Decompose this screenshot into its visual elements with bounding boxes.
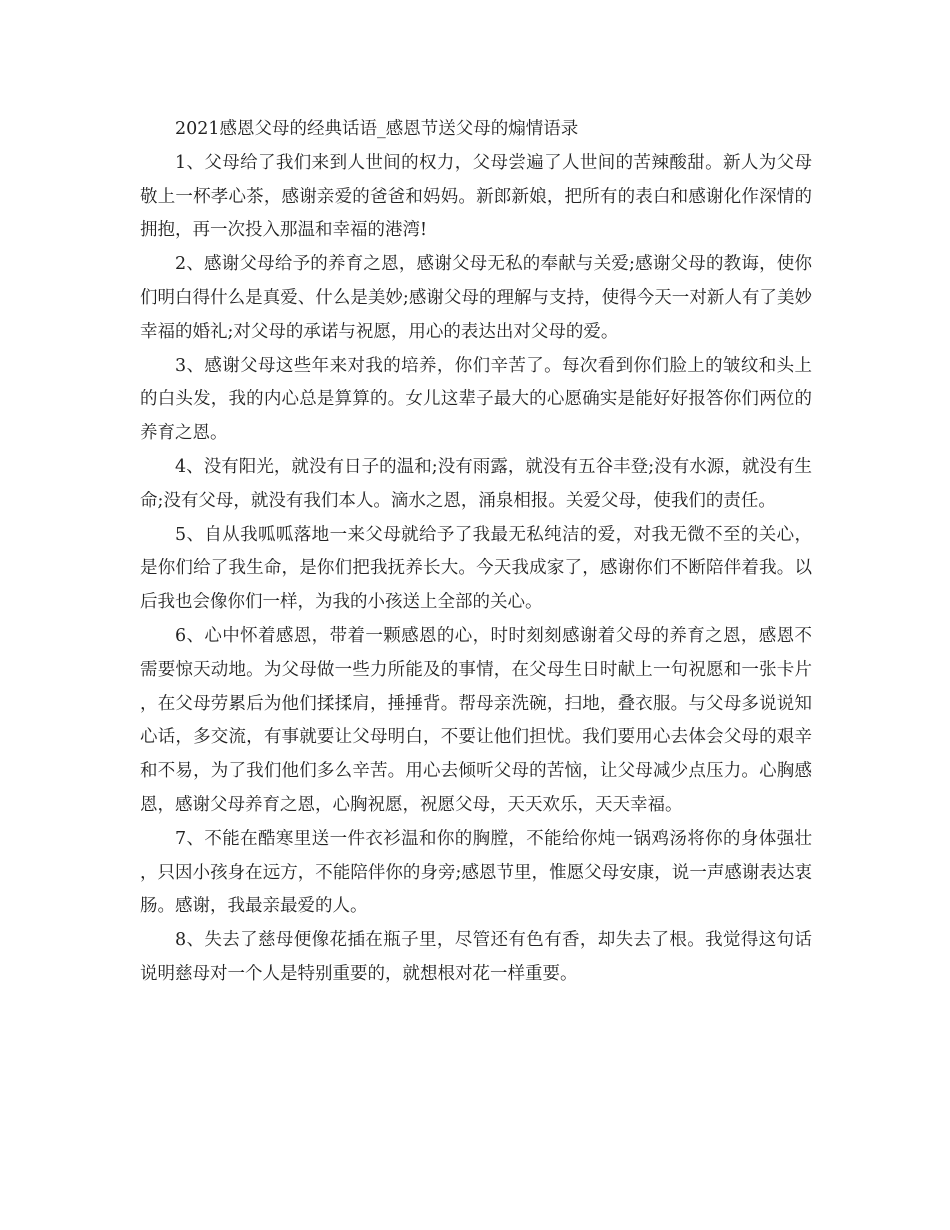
document-body — [140, 113, 812, 992]
paragraph-6: 6、心中怀着感恩，带着一颗感恩的心，时时刻刻感谢着父母的养育之恩，感恩不需要惊天动地。为父母做一些力所能及的事情，在父母生日时献上一句祝愿和一张卡片，在父母劳累后为他们揉揉肩，捶捶背。帮母亲洗碗，扫地，叠衣服。与父母多说说知心话，多交流，有事就要让父母明白，不要让他们担忧。我们要用心去体会父母的艰辛和不易，为了我们他们多么辛苦。用心去倾听父母的苦恼，让父母减少点压力。心胸感恩，感谢父母养育之恩，心胸祝愿，祝愿父母，天天欢乐，天天幸福。 — [140, 625, 812, 815]
paragraph-5: 5、自从我呱呱落地一来父母就给予了我最无私纯洁的爱，对我无微不至的关心，是你们给了我生命，是你们把我抚养长大。今天我成家了，感谢你们不断陪伴着我。以后我也会像你们一样，为我的小孩送上全部的关心。 — [140, 524, 812, 613]
paragraph-2: 2、感谢父母给予的养育之恩，感谢父母无私的奉献与关爱;感谢父母的教诲，使你们明白得什么是真爱、什么是美妙;感谢父母的理解与支持，使得今天一对新人有了美妙幸福的婚礼;对父母的承诺与祝愿，用心的表达出对父母的爱。 — [140, 254, 812, 342]
paragraph-7: 7、不能在酷寒里送一件衣衫温和你的胸膛，不能给你炖一锅鸡汤将你的身体强壮，只因小孩身在远方，不能陪伴你的身旁;感恩节里，惟愿父母安康，说一声感谢表达衷肠。感谢，我最亲最爱的人。 — [140, 828, 812, 917]
paragraph-3: 3、感谢父母这些年来对我的培养，你们辛苦了。每次看到你们脸上的皱纹和头上的白头发，我的内心总是算算的。女儿这辈子最大的心愿确实是能好好报答你们两位的养育之恩。 — [140, 355, 812, 444]
paragraph-8: 8、失去了慈母便像花插在瓶子里，尽管还有色有香，却失去了根。我觉得这句话说明慈母对一个人是特别重要的，就想根对花一样重要。 — [140, 930, 812, 984]
paragraph-4: 4、没有阳光，就没有日子的温和;没有雨露，就没有五谷丰登;没有水源，就没有生命;没有父母，就没有我们本人。滴水之恩，涌泉相报。关爱父母，使我们的责任。 — [140, 456, 812, 511]
paragraph-1: 1、父母给了我们来到人世间的权力，父母尝遍了人世间的苦辣酸甜。新人为父母敬上一杯孝心茶，感谢亲爱的爸爸和妈妈。新郎新娘，把所有的表白和感谢化作深情的拥抱，再一次投入那温和幸福的港湾! — [140, 152, 812, 241]
document-title: 2021感恩父母的经典话语_感恩节送父母的煽情语录 — [175, 119, 579, 139]
